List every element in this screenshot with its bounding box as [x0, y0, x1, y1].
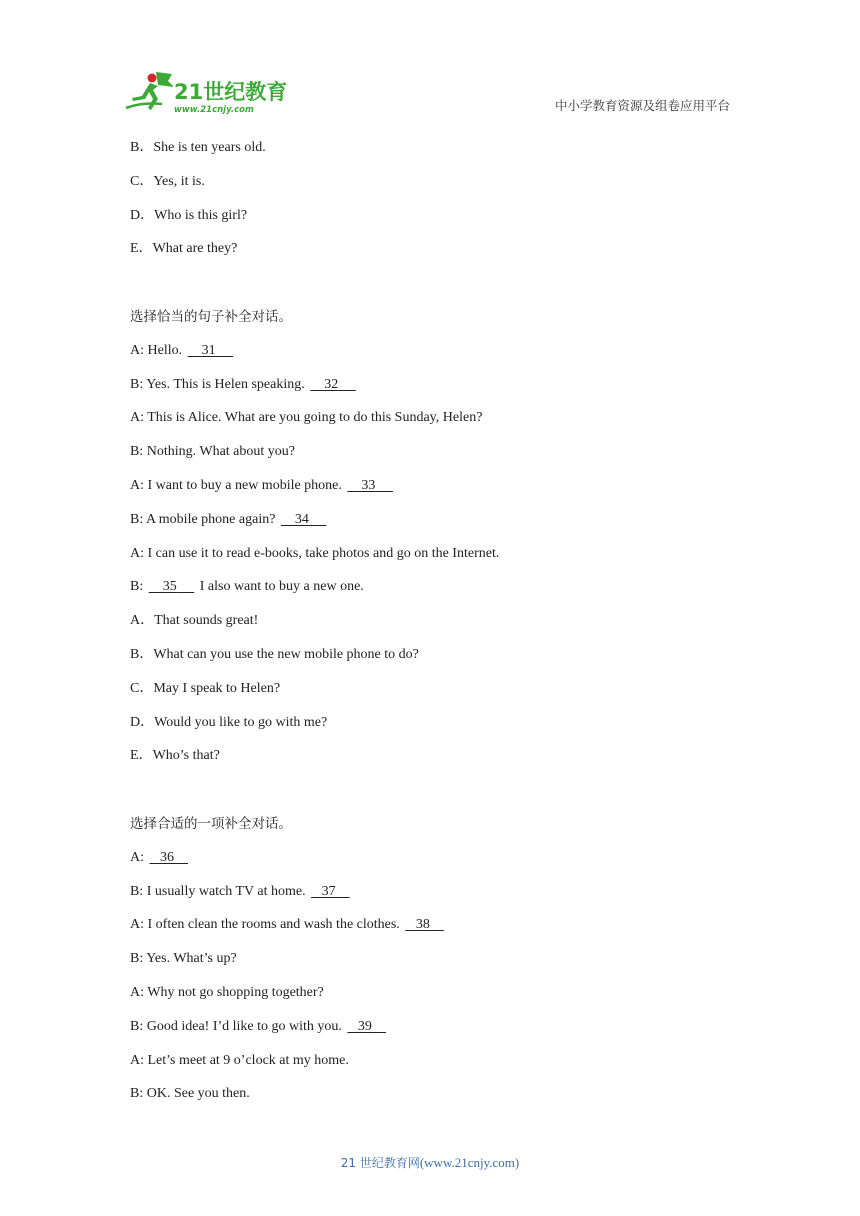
option-line: E．What are they?: [130, 241, 238, 257]
dialogue-line: A: Hello. 31: [130, 341, 750, 375]
dialogue-line: B: OK. See you then.: [130, 1086, 250, 1102]
footer-url-link[interactable]: (www.21cnjy.com): [419, 1155, 520, 1170]
runner-logo-icon: [122, 68, 292, 118]
page-header: [0, 0, 860, 130]
page-footer: [0, 1154, 860, 1171]
dialogue-line: A: Let’s meet at 9 o’clock at my home.: [130, 1052, 349, 1068]
dialogue-line: B: Yes. What’s up?: [130, 951, 237, 967]
dialogue-line: B: 35 I also want to buy a new one.: [130, 577, 750, 611]
site-logo[interactable]: [122, 68, 292, 118]
section2-instruction: 选择恰当的句子补全对话。: [130, 308, 292, 325]
logo-main-text: 21世纪教育: [174, 80, 288, 104]
dialogue-line: A: 36: [130, 848, 750, 882]
option-line: E．Who’s that?: [130, 748, 220, 764]
document-body: [130, 138, 750, 1118]
answer-blank[interactable]: 38: [415, 917, 430, 933]
dialogue-line: B: Good idea! I’d like to go with you. 39: [130, 1017, 750, 1051]
answer-blank[interactable]: 32: [324, 376, 339, 392]
option-line: C．Yes, it is.: [130, 173, 205, 189]
dialogue-line: B: Nothing. What about you?: [130, 444, 295, 460]
footer-site-name: 21 世纪教育网: [340, 1156, 420, 1170]
dialogue-line: A: Why not go shopping together?: [130, 984, 324, 1000]
section3-instruction: 选择合适的一项补全对话。: [130, 815, 292, 832]
option-line: C．May I speak to Helen?: [130, 680, 281, 696]
dialogue-line: B: I usually watch TV at home. 37: [130, 882, 750, 916]
option-line: A．That sounds great!: [130, 613, 259, 629]
platform-title: 中小学教育资源及组卷应用平台: [554, 98, 730, 113]
option-line: D．Would you like to go with me?: [130, 714, 328, 730]
answer-blank[interactable]: 33: [361, 477, 376, 493]
dialogue-line: A: This is Alice. What are you going to do this Sunday, Helen?: [130, 410, 483, 426]
answer-blank[interactable]: 39: [357, 1018, 372, 1034]
option-line: B．She is ten years old.: [130, 140, 266, 155]
option-line: B．What can you use the new mobile phone to do?: [130, 646, 419, 662]
spacer: [130, 273, 750, 307]
dialogue-line: B: Yes. This is Helen speaking. 32: [130, 375, 750, 409]
dialogue-line: A: I can use it to read e-books, take photos and go on the Internet.: [130, 545, 500, 561]
dialogue-line: A: I often clean the rooms and wash the clothes. 38: [130, 915, 750, 949]
dialogue-line: B: A mobile phone again? 34: [130, 510, 750, 544]
answer-blank[interactable]: 35: [162, 579, 177, 595]
option-line: D．Who is this girl?: [130, 207, 248, 223]
spacer: [130, 780, 750, 814]
answer-blank[interactable]: 34: [294, 511, 309, 527]
answer-blank[interactable]: 37: [321, 883, 336, 899]
dialogue-line: A: I want to buy a new mobile phone. 33: [130, 476, 750, 510]
logo-sub-text: www.21cnjy.com: [174, 105, 254, 115]
answer-blank[interactable]: 36: [160, 849, 174, 865]
answer-blank[interactable]: 31: [201, 342, 216, 358]
